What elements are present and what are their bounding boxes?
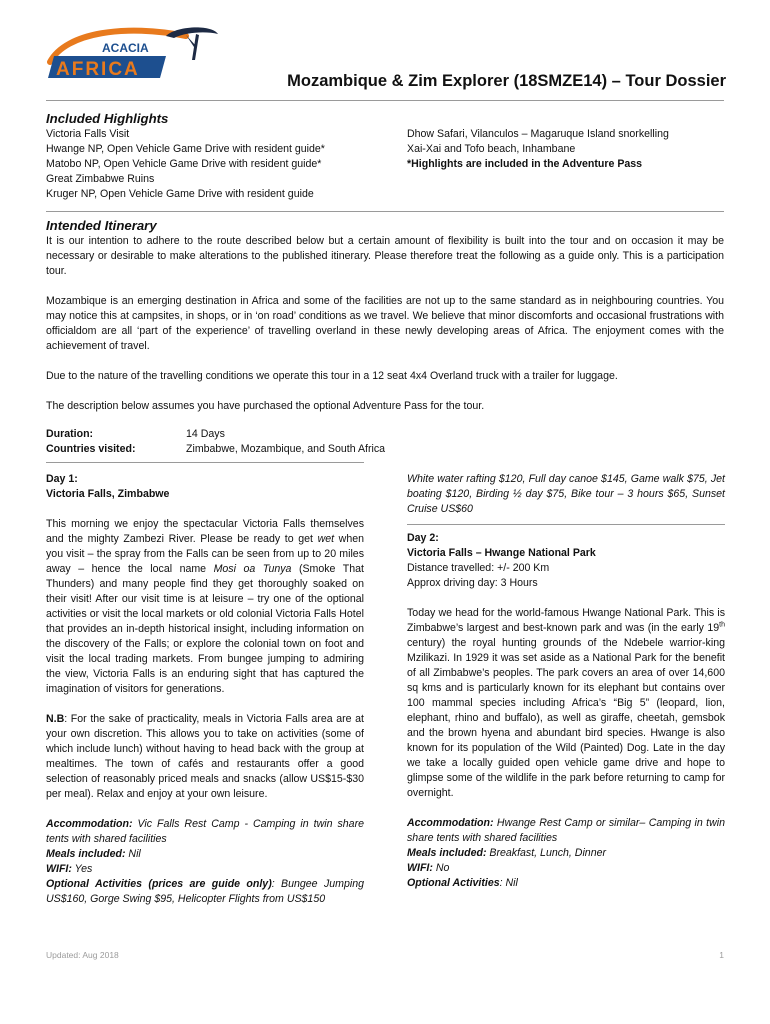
itinerary-paragraph: Due to the nature of the travelling conditions we operate this tour in a 12 seat 4x4 Overland truck with a trailer for luggage. <box>46 370 618 382</box>
day1-optional-activities-cont: White water rafting $120, Full day canoe $145, Game walk $75, Jet boating $120, Birding ½ day $75, Bike tour – 3 hours $65, Sunset Cruise US$60 <box>407 473 725 515</box>
day1-optional-activities: Optional Activities (prices are guide only): Bungee Jumping US$160, Gorge Swing $95, Helicopter Flights from US$150 <box>46 878 364 905</box>
day2-divider <box>407 524 725 525</box>
highlights-heading: Included Highlights <box>46 111 169 126</box>
day1-place: Victoria Falls, Zimbabwe <box>46 488 170 500</box>
countries-value: Zimbabwe, Mozambique, and South Africa <box>186 443 386 455</box>
itinerary-intro <box>46 234 724 414</box>
highlight-item: Hwange NP, Open Vehicle Game Drive with resident guide* <box>46 143 325 155</box>
page-title: Mozambique & Zim Explorer (18SMZE14) – Tour Dossier <box>287 72 726 90</box>
highlight-item: Great Zimbabwe Ruins <box>46 173 155 185</box>
highlights-right-list <box>407 127 727 172</box>
day2-optional-activities: Optional Activities: Nil <box>407 877 518 889</box>
logo-text-top: ACACIA <box>102 41 149 55</box>
day1-description: This morning we enjoy the spectacular Victoria Falls themselves and the mighty Zambezi River. Please be ready to get wet when you visit – the spray from the Falls can be seen from up to 20 miles away – hence the local name Mosi oa Tunya (Smoke That Thunders) and many people find they get thoroughly soaked on their visit! After our visit time is at leisure – try one of the optional activities or visit the local markets or old colonial Victoria Falls Hotel that provides an in-depth historical insight, including information on the discovery of the Falls; or explore the colonial town on foot and visit the local trading markets. From bungee jumping to admiring the view, Victoria Falls is an enduring sight that has captured the imagination of visitors for generations. <box>46 518 364 695</box>
itinerary-paragraph: It is our intention to adhere to the route described below but a certain amount of flexibility is built into the tour and on occasion it may be necessary or desirable to make alterations to the published itinerary. Please therefore treat the following as a guide only. This is a participation tour. <box>46 235 724 277</box>
day1-accommodation: Accommodation: Vic Falls Rest Camp - Camping in twin share tents with shared facilities <box>46 818 364 845</box>
day2-label: Day 2: <box>407 532 439 544</box>
day2-driving: Approx driving day: 3 Hours <box>407 577 538 589</box>
day1-optional-continued <box>407 472 725 517</box>
itinerary-heading: Intended Itinerary <box>46 218 157 233</box>
day1-divider <box>46 462 364 463</box>
day2-place: Victoria Falls – Hwange National Park <box>407 547 596 559</box>
highlights-note: *Highlights are included in the Adventure Pass <box>407 158 643 170</box>
day2-description: Today we head for the world-famous Hwange National Park. This is Zimbabwe’s largest and best-known park and was (in the early 19th century) the royal hunting grounds of the Ndebele warrior-king Mzilikazi. In 1929 it was set aside as a National Park for the benefit of all Zimbabwe’s peoples. The park covers an area of over 14,600 sq kms and is particularly known for its elephant but contains over 100 mammal species including Africa’s “Big 5” (leopard, lion, elephant, rhino and buffalo), as well as giraffe, cheetah, gemsbok and the brown hyena and abundant bird species. Hwange is also known for its population of the Wild (Painted) Dog. Late in the day we take a locally guided open vehicle game drive and hope to glimpse some of the wildlife in the park before returning to camp for overnight. <box>407 607 725 799</box>
logo-text-bottom: AFRICA <box>56 59 140 80</box>
footer-updated: Updated: Aug 2018 <box>46 950 119 960</box>
duration-label: Duration: <box>46 428 94 440</box>
day1-note: N.B: For the sake of practicality, meals in Victoria Falls area are at your own discretion. This allows you to take on activities (some of which include lunch) without having to head back with the group at mealtimes. The town of cafés and restaurants offer a good selection of reasonably priced meals and snacks (allow US$15-$30 per meal). Relax and enjoy at your own leisure. <box>46 713 364 800</box>
tour-facts <box>46 427 724 457</box>
day1-label: Day 1: <box>46 473 78 485</box>
title-divider <box>46 100 724 101</box>
duration-value: 14 Days <box>186 428 225 440</box>
page-number: 1 <box>719 950 724 960</box>
highlight-item: Xai-Xai and Tofo beach, Inhambane <box>407 143 576 155</box>
acacia-tree-logo-icon <box>46 22 221 80</box>
company-logo <box>46 22 221 80</box>
highlights-left-list <box>46 127 386 202</box>
highlights-divider <box>46 211 724 212</box>
highlight-item: Matobo NP, Open Vehicle Game Drive with resident guide* <box>46 158 322 170</box>
day2-section <box>407 531 725 891</box>
highlight-item: Kruger NP, Open Vehicle Game Drive with resident guide <box>46 188 314 200</box>
highlight-item: Victoria Falls Visit <box>46 128 130 140</box>
day2-distance: Distance travelled: +/- 200 Km <box>407 562 550 574</box>
day2-meals: Meals included: Breakfast, Lunch, Dinner <box>407 847 607 859</box>
day1-meals: Meals included: Nil <box>46 848 141 860</box>
countries-label: Countries visited: <box>46 443 136 455</box>
highlight-item: Dhow Safari, Vilanculos – Magaruque Island snorkelling <box>407 128 669 140</box>
day2-wifi: WIFI: No <box>407 862 450 874</box>
day1-section <box>46 472 364 907</box>
day2-accommodation: Accommodation: Hwange Rest Camp or similar– Camping in twin share tents with shared facilities <box>407 817 725 844</box>
itinerary-paragraph: Mozambique is an emerging destination in Africa and some of the facilities are not up to the same standard as in neighbouring countries. You may notice this at campsites, in shops, or in ‘on road’ conditions as we travel. We believe that minor discomforts and occasional frustrations with officialdom are all ‘part of the experience’ of travelling overland in these newly developing areas of Africa. The enjoyment comes with the achievement of travel. <box>46 295 724 352</box>
day1-wifi: WIFI: Yes <box>46 863 93 875</box>
itinerary-paragraph: The description below assumes you have purchased the optional Adventure Pass for the tour. <box>46 400 485 412</box>
